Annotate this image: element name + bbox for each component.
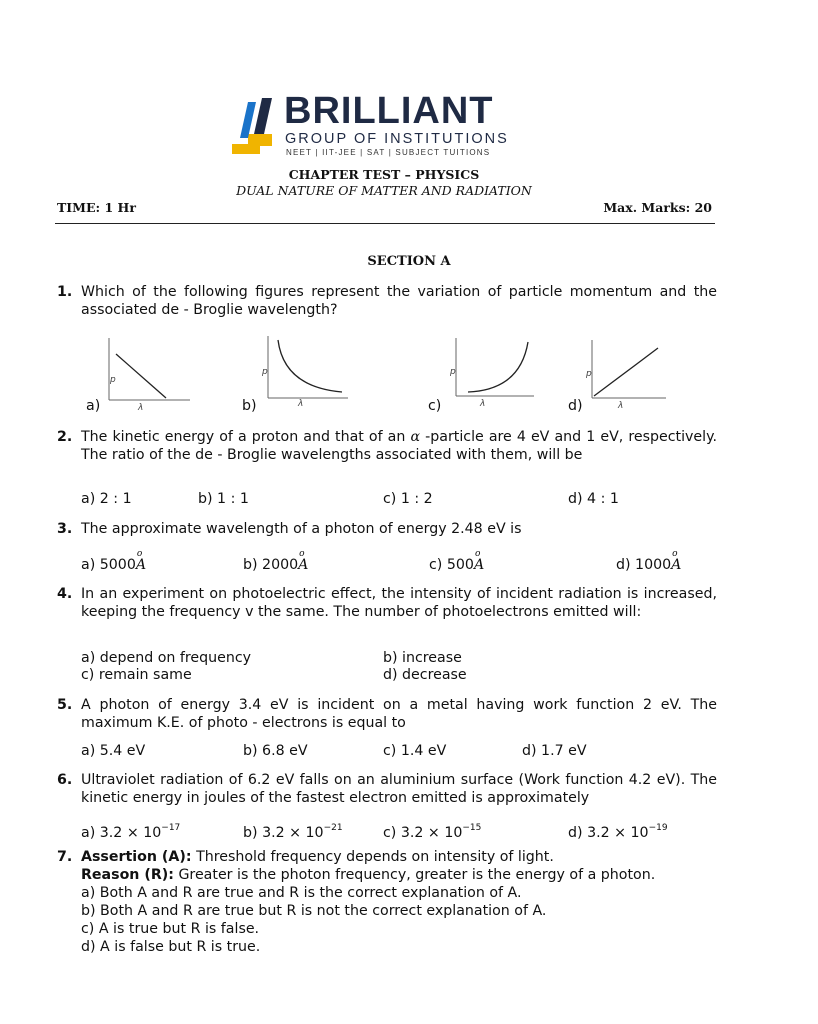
section-heading: SECTION A <box>367 254 451 269</box>
test-subtitle: DUAL NATURE OF MATTER AND RADIATION <box>236 183 532 198</box>
time-label: TIME: 1 Hr <box>57 200 136 215</box>
q1-option-c: c) <box>428 398 442 414</box>
q5-option-b: b) 6.8 eV <box>243 743 308 759</box>
angstrom-unit: o A <box>473 549 485 573</box>
q5-option-c: c) 1.4 eV <box>383 743 447 759</box>
brand-name: BRILLIANT <box>284 90 494 132</box>
question-number: 4. <box>57 586 73 602</box>
graph-d-linear-increase <box>584 336 674 411</box>
assertion-line: Assertion (A): Threshold frequency depends on intensity of light. <box>81 849 554 865</box>
q4-option-d: d) decrease <box>383 667 467 683</box>
q4-option-c: c) remain same <box>81 667 192 683</box>
q1-option-d: d) <box>568 398 583 414</box>
q7-option-c: c) A is true but R is false. <box>81 921 260 937</box>
question-text: The approximate wavelength of a photon of energy 2.48 eV is <box>81 521 522 537</box>
question-2 <box>57 428 717 484</box>
q2-option-c: c) 1 : 2 <box>383 491 433 507</box>
q1-option-b: b) <box>242 398 257 414</box>
question-7 <box>57 848 717 958</box>
question-number: 6. <box>57 772 73 788</box>
axis-label-lambda: λ <box>138 403 144 413</box>
angstrom-unit: o A <box>671 549 682 573</box>
q7-option-a: a) Both A and R are true and R is the correct explanation of A. <box>81 885 522 901</box>
q6-option-a: a) $3.2 \times 10^{-17}$ <box>81 823 181 841</box>
q3-option-a: a) 5000 o A <box>81 549 147 573</box>
axis-label-lambda: λ <box>480 399 486 409</box>
q2-option-a: a) 2 : 1 <box>81 491 132 507</box>
q6-option-d: d) $3.2 \times 10^{-19}$ <box>568 823 668 841</box>
question-text: Which of the following figures represent the variation of particle momentum and the associated de - Broglie wavelength? <box>81 284 717 318</box>
question-number: 1. <box>57 284 73 300</box>
brand-group: GROUP OF INSTITUTIONS <box>285 131 509 147</box>
q3-option-d: d) 1000 o A <box>616 549 682 573</box>
question-number: 2. <box>57 429 73 445</box>
angstrom-unit: o A <box>298 549 309 573</box>
question-1 <box>57 283 717 323</box>
question-number: 5. <box>57 697 73 713</box>
question-text <box>81 848 717 956</box>
q2-option-d: d) 4 : 1 <box>568 491 619 507</box>
graph-b-hyperbola <box>262 332 352 409</box>
q7-option-d: d) A is false but R is true. <box>81 939 261 955</box>
q4-option-a: a) depend on frequency <box>81 650 252 666</box>
question-4 <box>57 585 717 641</box>
q4-option-b: b) increase <box>383 650 462 666</box>
axis-label-lambda: λ <box>298 399 304 409</box>
brand-tagline: NEET | IIT-JEE | SAT | SUBJECT TUITIONS <box>286 148 491 157</box>
question-number: 7. <box>57 849 73 865</box>
brand-logo <box>228 90 548 162</box>
q2-option-b: b) 1 : 1 <box>198 491 249 507</box>
test-title: CHAPTER TEST – PHYSICS <box>288 167 480 182</box>
axis-label-p: p <box>110 375 116 385</box>
graph-c-parabola <box>450 334 540 409</box>
q5-option-d: d) 1.7 eV <box>522 743 587 759</box>
axis-label-p: p <box>450 367 456 377</box>
reason-line: Reason (R): Greater is the photon frequency, greater is the energy of a photon. <box>81 867 656 883</box>
q6-option-b: b) $3.2 \times 10^{-21}$ <box>243 823 343 841</box>
q3-option-b: b) 2000 o A <box>243 549 309 573</box>
q6-option-c: c) $3.2 \times 10^{-15}$ <box>383 823 482 841</box>
angstrom-unit: o A <box>135 549 147 573</box>
graph-a-linear-decrease <box>104 336 194 413</box>
question-number: 3. <box>57 521 73 537</box>
question-5 <box>57 696 717 734</box>
q5-option-a: a) 5.4 eV <box>81 743 146 759</box>
q7-option-b: b) Both A and R are true but R is not the correct explanation of A. <box>81 903 547 919</box>
question-text: The kinetic energy of a proton and that of an α -particle are 4 eV and 1 eV, respectively. The ratio of the de - Broglie wavelengths associated with them, will be <box>81 429 717 463</box>
header-divider <box>55 223 715 224</box>
question-text: Ultraviolet radiation of 6.2 eV falls on an aluminium surface (Work function 4.2 eV). The kinetic energy in joules of the fastest electron emitted is approximately <box>81 772 717 806</box>
q3-option-c: c) 500 o A <box>429 549 485 573</box>
question-text: In an experiment on photoelectric effect, the intensity of incident radiation is increased, keeping the frequency v the same. The number of photoelectrons emitted will: <box>81 586 717 620</box>
logo-mark-icon <box>228 94 288 162</box>
question-6 <box>57 771 717 809</box>
axis-label-p: p <box>586 369 592 379</box>
question-text: A photon of energy 3.4 eV is incident on a metal having work function 2 eV. The maximum K.E. of photo - electrons is equal to <box>81 697 717 731</box>
question-3 <box>57 520 717 540</box>
axis-label-lambda: λ <box>618 401 624 411</box>
q1-option-a: a) <box>86 398 101 414</box>
max-marks-label: Max. Marks: 20 <box>603 200 712 215</box>
axis-label-p: p <box>262 367 268 377</box>
